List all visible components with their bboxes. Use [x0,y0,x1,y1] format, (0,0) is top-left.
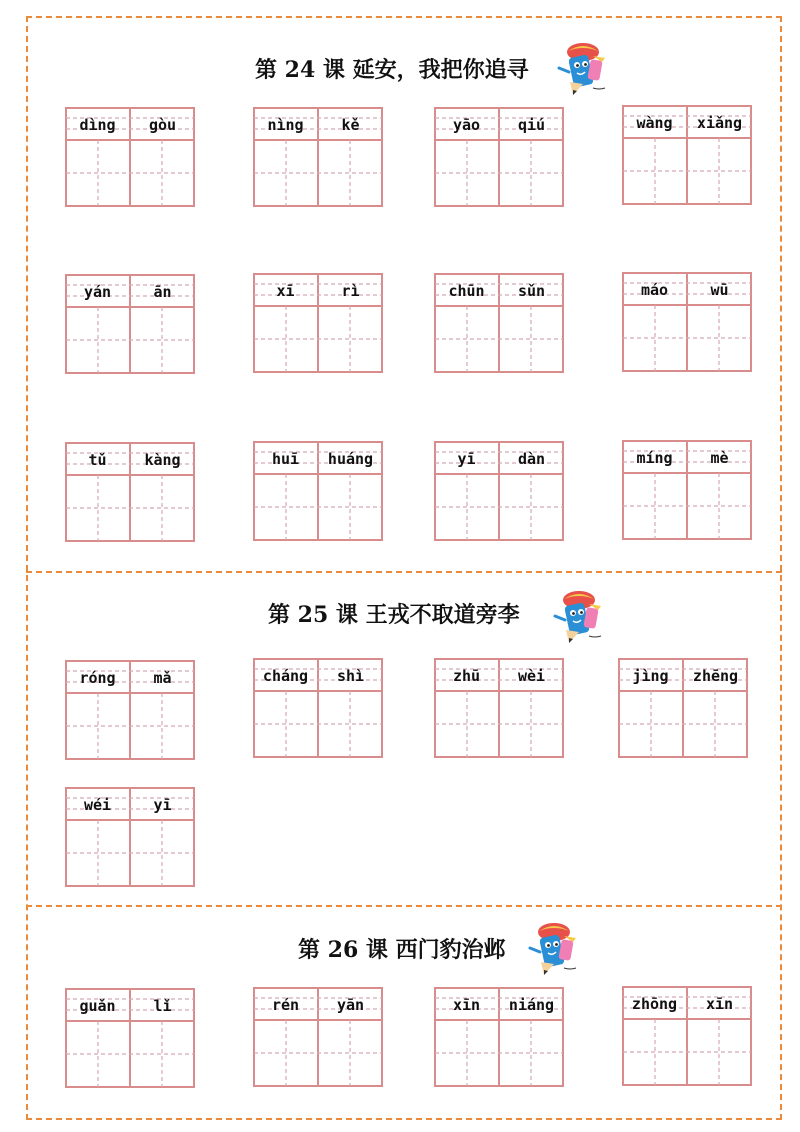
pinyin-right: mè [710,449,729,467]
pinyin-box [65,787,195,887]
pinyin-box [65,988,195,1088]
pinyin-box [622,986,752,1086]
pinyin-right: kě [341,116,360,134]
pinyin-right: gòu [148,116,177,134]
pinyin-box [434,658,564,758]
pinyin-right: niáng [508,996,555,1014]
pinyin-left: huī [271,450,300,468]
pinyin-box [253,273,383,373]
pinyin-box [434,441,564,541]
pinyin-left: yán [83,283,112,301]
pinyin-right: dàn [517,450,546,468]
pinyin-box [253,658,383,758]
pinyin-box [618,658,748,758]
pinyin-left: xīn [452,996,481,1014]
pinyin-left: zhū [452,667,481,685]
pinyin-box [253,107,383,207]
pinyin-left: míng [636,449,673,467]
pinyin-left: róng [79,669,116,687]
pencil-mascot-icon [553,38,609,102]
pinyin-right: wū [710,281,729,299]
pinyin-right: kàng [144,451,181,469]
section-divider [26,905,782,907]
pinyin-left: guǎn [79,997,116,1015]
pinyin-right: yī [153,796,172,814]
pinyin-box [434,273,564,373]
section-divider [26,571,782,573]
pinyin-box [65,274,195,374]
pinyin-left: rén [271,996,300,1014]
pinyin-box [434,987,564,1087]
pinyin-right: zhēng [692,667,739,685]
pinyin-left: yāo [452,116,481,134]
pinyin-left: xī [276,282,295,300]
pinyin-right: rì [341,282,360,300]
pinyin-box [622,272,752,372]
pinyin-right: huáng [327,450,374,468]
pinyin-left: yī [457,450,476,468]
pinyin-right: mǎ [153,669,172,687]
lesson-title: 第 24 课 延安，我把你追寻 [255,57,529,83]
pinyin-box [65,660,195,760]
pinyin-box [622,440,752,540]
pinyin-right: ān [153,283,172,301]
pinyin-right: lǐ [153,997,172,1015]
pinyin-left: tǔ [88,451,107,469]
pinyin-right: qiú [517,116,546,134]
lesson-title: 第 26 课 西门豹治邺 [298,937,506,963]
pinyin-box [253,441,383,541]
pinyin-box [622,105,752,205]
lesson-title: 第 25 课 王戎不取道旁李 [268,602,520,628]
pinyin-left: wàng [636,114,673,132]
pinyin-left: jìng [632,667,669,685]
pinyin-box [65,107,195,207]
pinyin-left: nìng [267,116,304,134]
pinyin-left: máo [640,281,669,299]
pinyin-left: chūn [448,282,485,300]
pencil-mascot-icon [524,918,580,982]
pinyin-left: zhōng [631,995,678,1013]
pinyin-right: shì [336,667,365,685]
pinyin-left: cháng [262,667,309,685]
pinyin-box [253,987,383,1087]
pinyin-right: wèi [517,667,546,685]
pinyin-box [65,442,195,542]
pinyin-right: xiǎng [696,114,743,132]
pinyin-right: yān [336,996,365,1014]
pinyin-left: wéi [83,796,112,814]
pinyin-right: sǔn [517,282,546,300]
pencil-mascot-icon [549,586,605,650]
pinyin-right: xīn [705,995,734,1013]
pinyin-left: dìng [79,116,116,134]
pinyin-box [434,107,564,207]
